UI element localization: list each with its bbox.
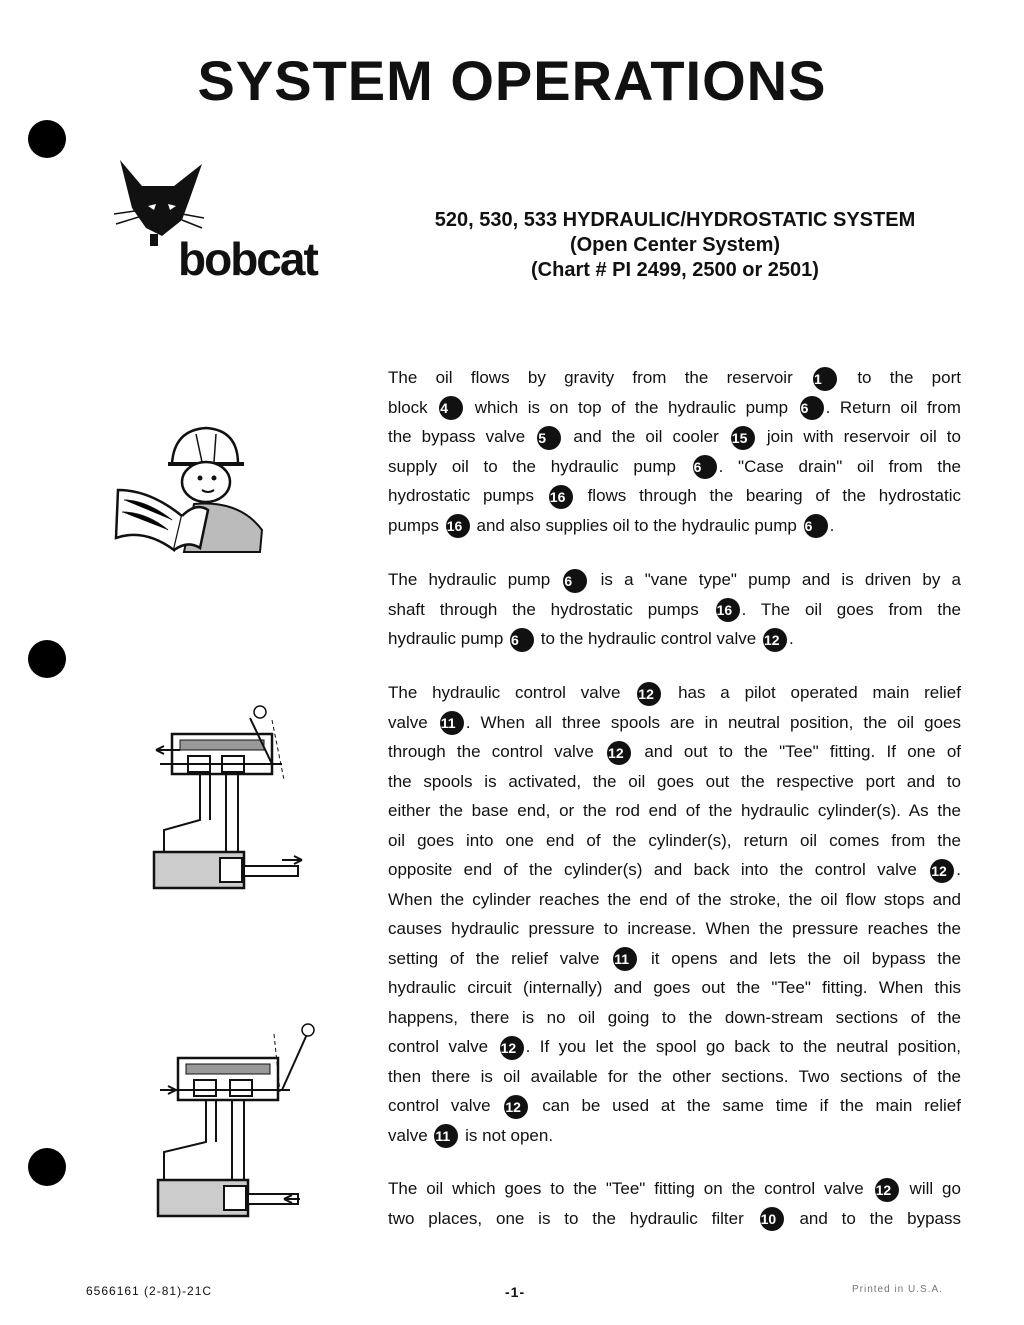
- callout-number: 16: [716, 598, 740, 622]
- callout-number: 12: [763, 628, 787, 652]
- worker-reading-illustration: [110, 420, 270, 560]
- page-title: SYSTEM OPERATIONS: [197, 49, 827, 112]
- page-number: -1-: [505, 1284, 526, 1300]
- callout-number: 16: [549, 485, 573, 509]
- callout-number: 12: [875, 1178, 899, 1202]
- callout-number: 11: [440, 711, 464, 735]
- binder-hole: [28, 120, 66, 158]
- callout-number: 6: [563, 569, 587, 593]
- callout-number: 12: [500, 1036, 524, 1060]
- callout-number: 6: [804, 514, 828, 538]
- control-valve-diagram-neutral: [150, 700, 310, 895]
- chart-number-line: (Chart # PI 2499, 2500 or 2501): [531, 259, 819, 281]
- callout-number: 5: [537, 426, 561, 450]
- system-type-line: (Open Center System): [569, 234, 781, 256]
- callout-number: 12: [607, 741, 631, 765]
- callout-number: 11: [434, 1124, 458, 1148]
- paragraph-hydraulic-pump: The hydraulic pump 6 is a "vane type" pump and is driven by a shaft through the hydrostatic pumps 16 . The oil goes from the hydraulic pump 6 to the hydraulic control valve 12 .: [388, 565, 961, 654]
- callout-number: 11: [613, 947, 637, 971]
- callout-number: 12: [930, 859, 954, 883]
- callout-number: 12: [637, 682, 661, 706]
- paragraph-control-valve: The hydraulic control valve 12 has a pilot operated main relief valve 11 . When all three spools are in neutral position, the oil goes through the control valve 12 and out to the "Tee" fitting. If one of the spools is activated, the oil goes out the respective port and to either the base end, or the rod end of the hydraulic cylinder(s). As the oil goes into one end of the cylinder(s), return oil comes from the opposite end of the cylinder(s) and back into the control valve 12 . When the cylinder reaches the end of the stroke, the oil flow stops and causes hydraulic pressure to increase. When the pressure reaches the setting of the relief valve 11 it opens and lets the oil bypass the hydraulic circuit (internally) and goes out the "Tee" fitting. When this happens, there is no oil going to the down-stream sections of the control valve 12 . If you let the spool go back to the neutral position, then there is oil available for the other sections. Two sections of the control valve 12 can be used at the same time if the main relief valve 11 is not open.: [388, 678, 961, 1150]
- system-model-line: 520, 530, 533 HYDRAULIC/HYDROSTATIC SYSTEM: [434, 209, 916, 231]
- callout-number: 6: [693, 455, 717, 479]
- callout-number: 10: [760, 1207, 784, 1231]
- callout-number: 6: [800, 396, 824, 420]
- callout-number: 6: [510, 628, 534, 652]
- printed-note: Printed in U.S.A.: [852, 1284, 943, 1295]
- binder-hole: [28, 640, 66, 678]
- callout-number: 12: [504, 1095, 528, 1119]
- control-valve-diagram-activated: [150, 1020, 320, 1220]
- bobcat-logo-text: bobcat: [178, 233, 317, 285]
- callout-number: 4: [439, 396, 463, 420]
- callout-number: 1: [813, 367, 837, 391]
- paragraph-oil-flow: The oil flows by gravity from the reservoir 1 to the port block 4 which is on top of the hydraulic pump 6 . Return oil from the bypass valve 5 and the oil cooler 15 join with reservoir oil to supply oil to the hydraulic pump 6 . "Case drain" oil from the hydrostatic pumps 16 flows through the bearing of the hydrostatic pumps 16 and also supplies oil to the hydraulic pump 6 .: [388, 363, 961, 540]
- document-code: 6566161 (2-81)-21C: [86, 1284, 213, 1298]
- binder-hole: [28, 1148, 66, 1186]
- system-header: [390, 208, 960, 283]
- paragraph-tee-fitting: The oil which goes to the "Tee" fitting on the control valve 12 will go two places, one is to the hydraulic filter 10 and to the bypass: [388, 1174, 961, 1233]
- callout-number: 16: [446, 514, 470, 538]
- callout-number: 15: [731, 426, 755, 450]
